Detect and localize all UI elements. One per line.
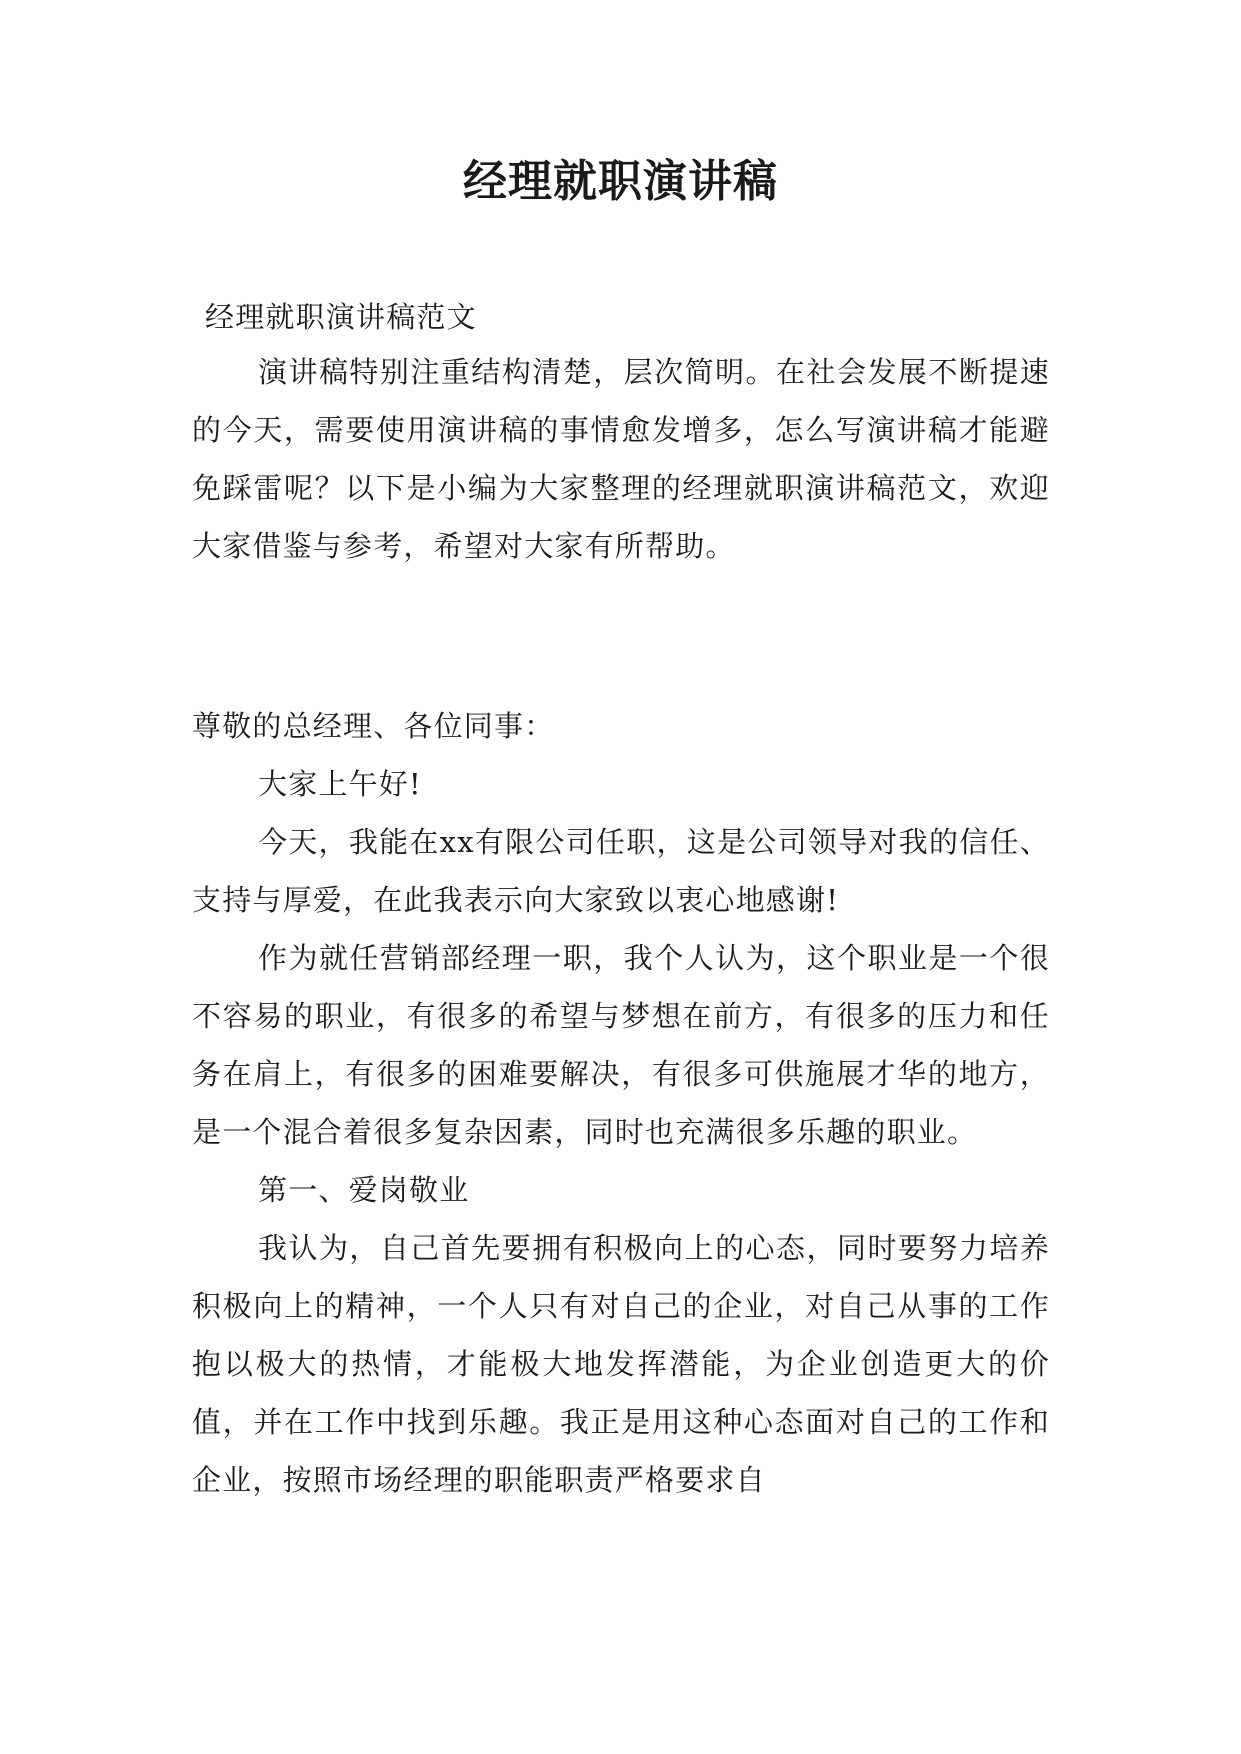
speech-body [192,697,1050,1509]
document-title: 经理就职演讲稿 [463,156,778,207]
section-heading: 第一、爱岗敬业 [258,1173,470,1207]
salutation: 尊敬的总经理、各位同事： [192,709,555,743]
intro-paragraph: 演讲稿特别注重结构清楚，层次简明。在社会发展不断提速的今天，需要使用演讲稿的事情愈发增多，怎么写演讲稿才能避免踩雷呢？以下是小编为大家整理的经理就职演讲稿范文，欢迎大家借鉴与参考，希望对大家有所帮助。 [192,355,1050,563]
greeting: 大家上午好! [258,767,422,801]
paragraph-thanks: 今天，我能在xx有限公司任职，这是公司领导对我的信任、支持与厚爱，在此我表示向大家致以衷心地感谢! [192,825,1050,917]
paragraph-attitude: 我认为，自己首先要拥有积极向上的心态，同时要努力培养积极向上的精神，一个人只有对自己的企业，对自己从事的工作抱以极大的热情，才能极大地发挥潜能，为企业创造更大的价值，并在工作中找到乐趣。我正是用这种心态面对自己的工作和企业，按照市场经理的职能职责严格要求自 [192,1231,1050,1497]
paragraph-role: 作为就任营销部经理一职，我个人认为，这个职业是一个很不容易的职业，有很多的希望与梦想在前方，有很多的压力和任务在肩上，有很多的困难要解决，有很多可供施展才华的地方，是一个混合着很多复杂因素，同时也充满很多乐趣的职业。 [192,941,1050,1149]
document-subtitle: 经理就职演讲稿范文 [205,300,477,334]
